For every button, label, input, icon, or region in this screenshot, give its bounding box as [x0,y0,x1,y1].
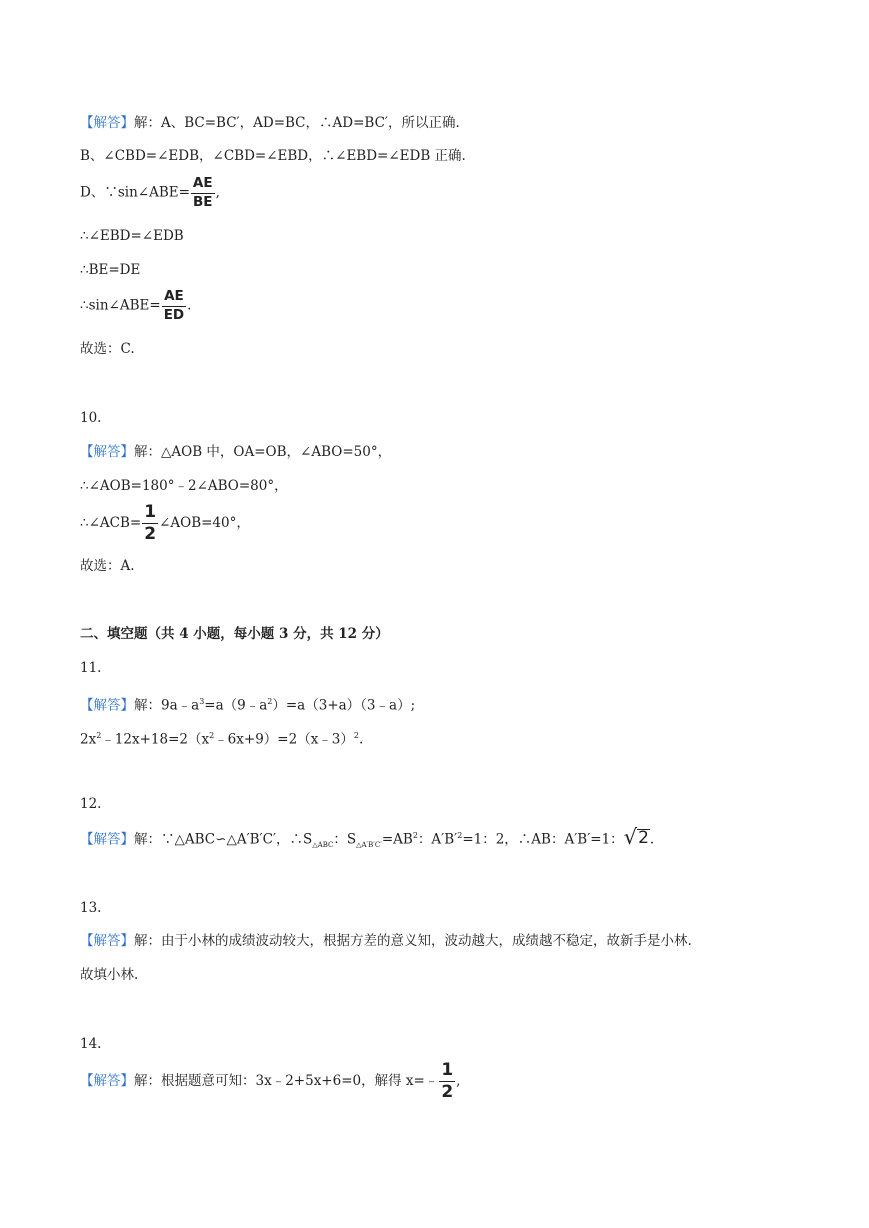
q14-number: 14. [80,1036,102,1052]
section-heading: 二、填空题（共 4 小题，每小题 3 分，共 12 分） [80,626,389,642]
q9-line-2: B、∠CBD=∠EDB，∠CBD=∠EBD，∴∠EBD=∠EDB 正确. [80,148,466,164]
q13-line-2: 故填小林. [80,967,139,983]
q10-line-2: ∴∠AOB=180°﹣2∠ABO=80°， [80,478,288,494]
fraction-ae-ed: $\frac{AE}{ED}$ [163,288,185,323]
q10-line-1: 【解答】解：△AOB 中，OA=OB，∠ABO=50°， [80,444,392,460]
fraction-ae-be: $\frac{AE}{BE}$ [192,175,213,210]
q9-line-7: 故选：C. [80,341,135,357]
answer-tag: 【解答】 [80,933,134,949]
fraction-one-half: $\frac{1}{2}$ [441,1060,454,1102]
q12-line-1: 【解答】解：∵△ABC∽△A′B′C′，$\therefore S_{\triangle ABC}$：$S_{\triangle A'B'C'}=AB^2$：$A'B'^2=1$：2，∴AB：A′B′=1： √ 2 . [80,824,655,850]
q10-line-3: ∴∠ACB= $\frac{1}{2}$ ∠AOB=40°， [80,502,250,544]
q9-line-3: D、∵sin∠ABE= $\frac{AE}{BE}$ , [80,175,220,210]
q10-number: 10. [80,410,102,426]
q9-line-6: ∴sin∠ABE= $\frac{AE}{ED}$ . [80,288,192,323]
q13-number: 13. [80,900,102,916]
q10-line-4: 故选：A. [80,558,135,574]
q9-line-1: 【解答】解：A、BC=BC′，AD=BC，∴AD=BC′，所以正确. [80,115,460,131]
q9-line-4: ∴∠EBD=∠EDB [80,228,184,244]
answer-tag: 【解答】 [80,697,134,714]
fraction-one-half: $\frac{1}{2}$ [144,502,157,544]
square-root-two: √ 2 [623,824,649,849]
q12-number: 12. [80,796,102,812]
answer-tag: 【解答】 [80,831,134,848]
q13-line-1: 【解答】解：由于小林的成绩波动较大，根据方差的意义知，波动越大，成绩越不稳定，故新手是小林. [80,933,692,949]
answer-tag: 【解答】 [80,444,134,460]
answer-tag: 【解答】 [80,1073,134,1089]
q9-line-5: ∴BE=DE [80,262,141,278]
q11-line-1: 【解答】解：$9a﹣a^3=a(9﹣a^2)=a(3+a)(3﹣a)$; [80,697,416,714]
answer-tag: 【解答】 [80,115,134,131]
q14-line-1: 【解答】解：根据题意可知：3x﹣2+5x+6=0，解得 x=﹣ $\frac{1}{2}$ , [80,1060,461,1102]
q11-line-2: $2x^2﹣12x+18=2(x^2﹣6x+9)=2(x﹣3)^2$. [80,731,364,748]
q11-number: 11. [80,660,102,676]
